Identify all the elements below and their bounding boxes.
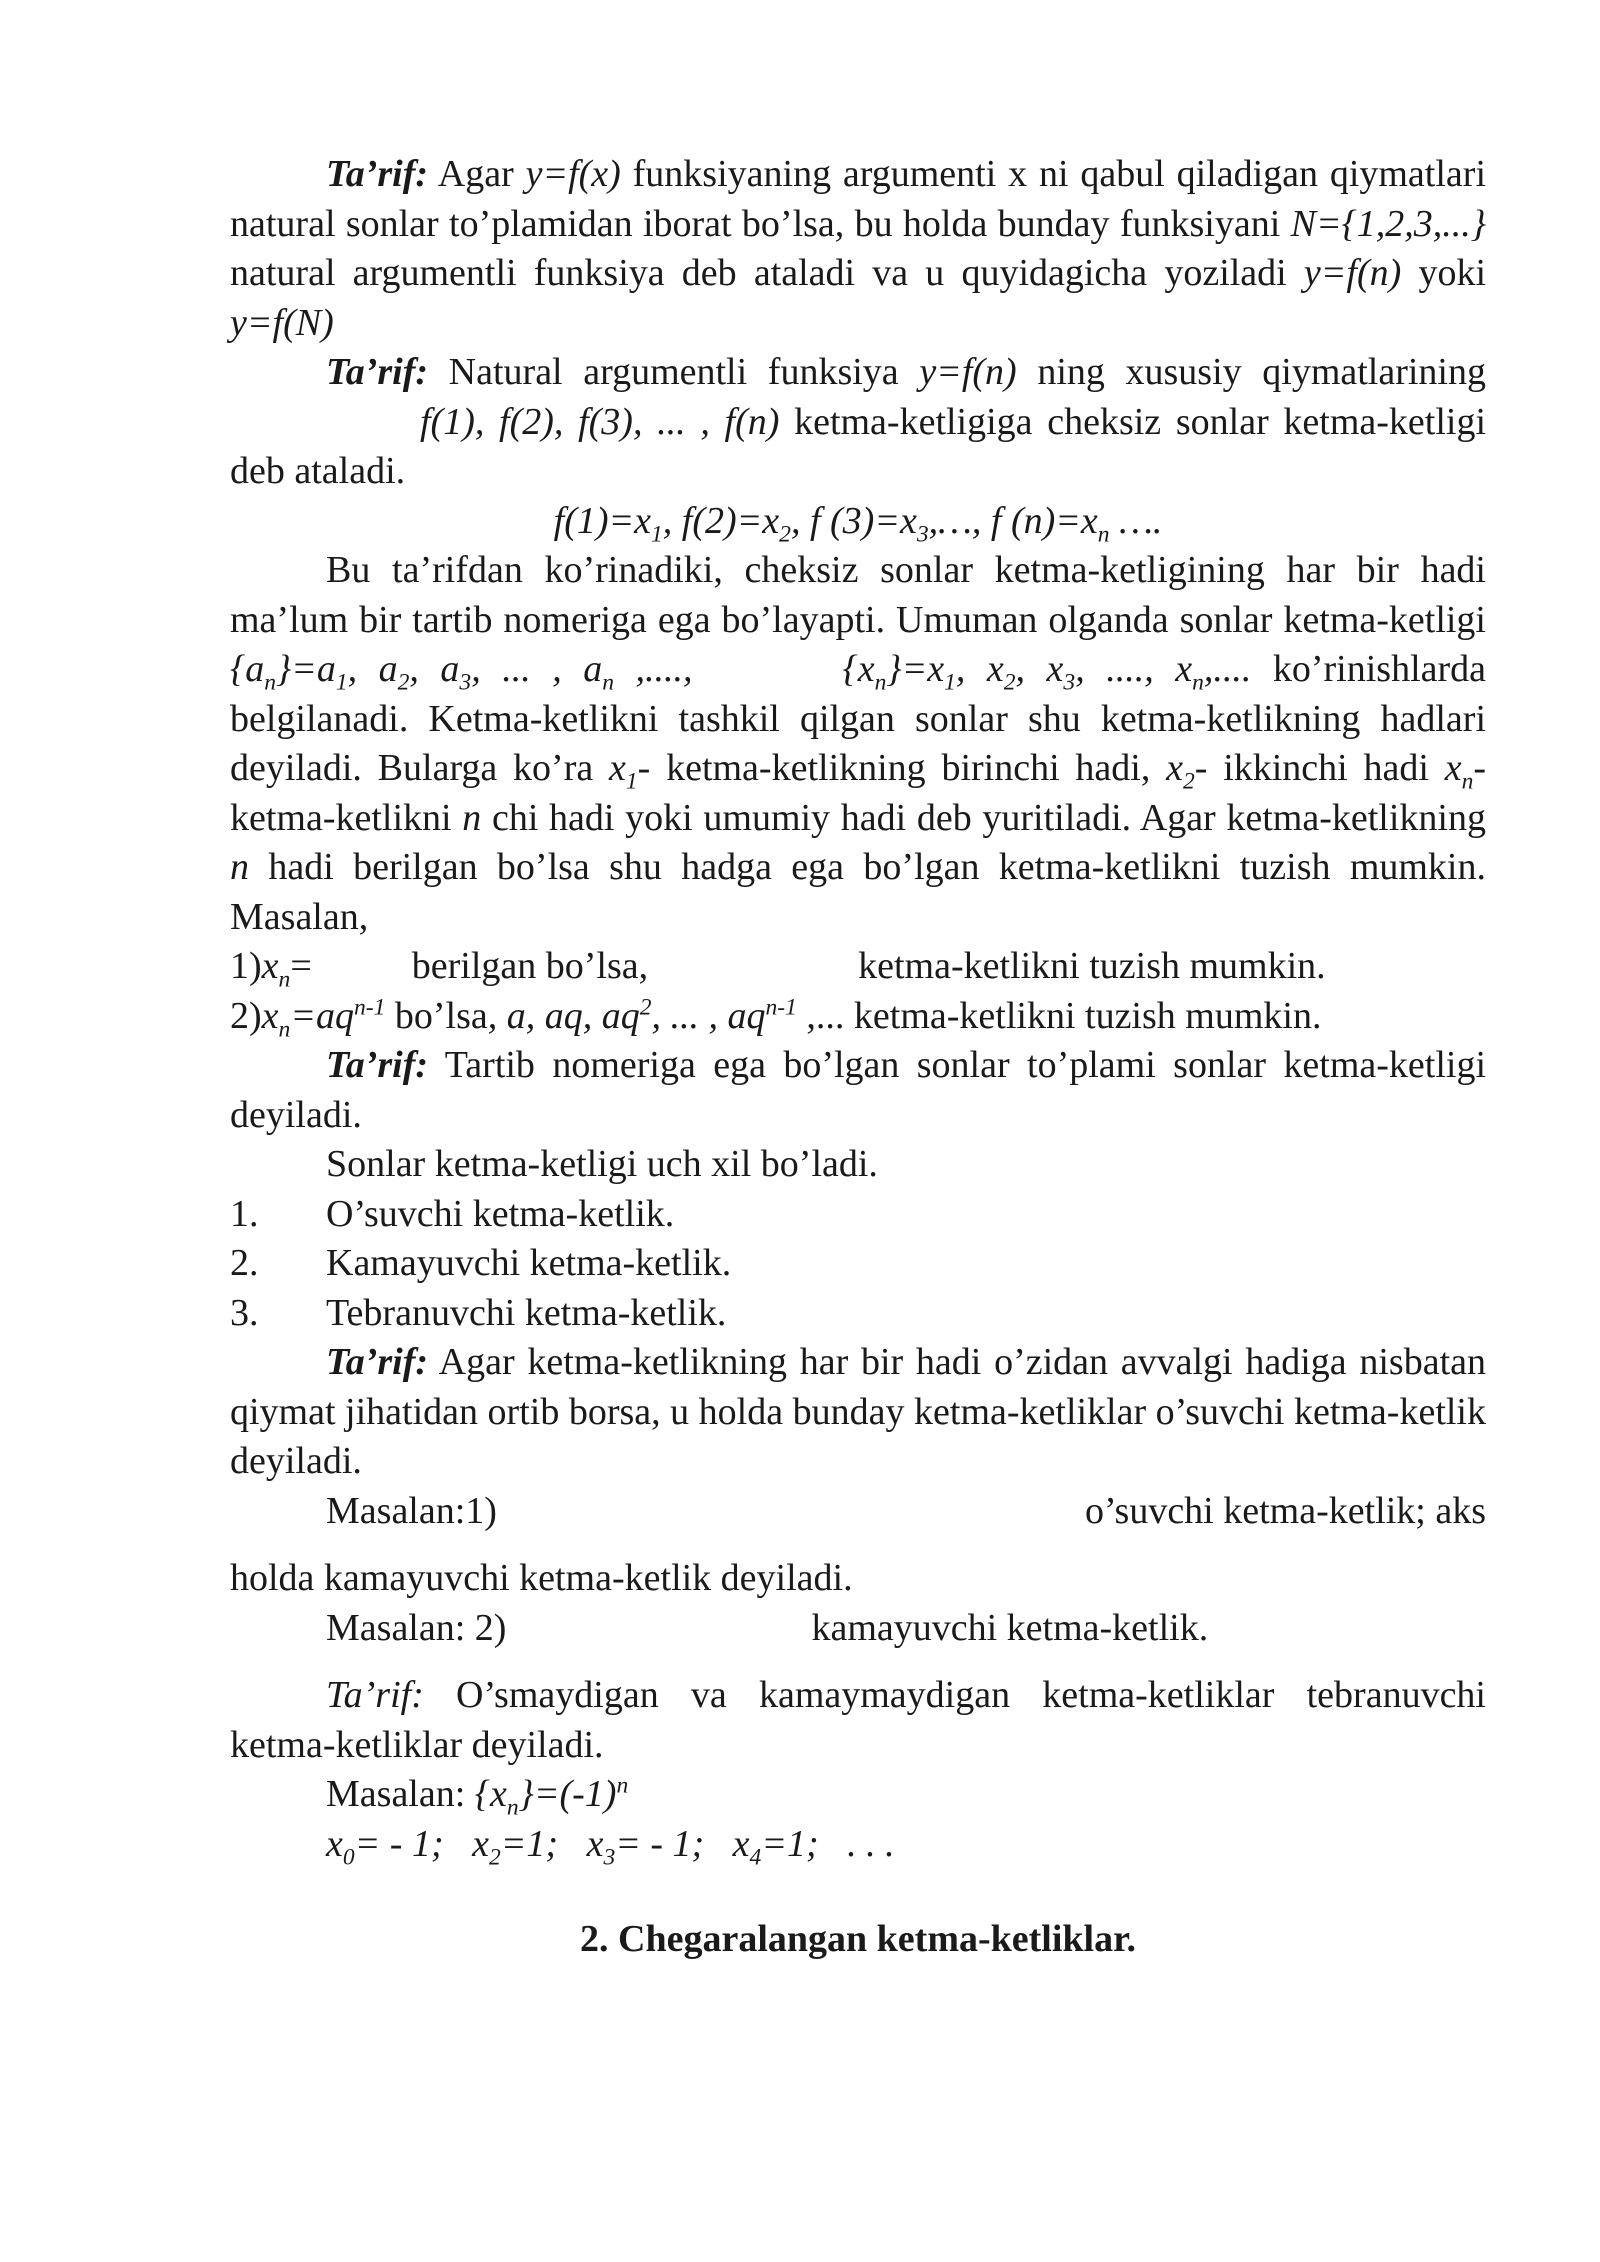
definition-paragraph-3: Ta’rif: Tartib nomeriga ega bo’lgan sonlar to’plami sonlar ketma-ketligi deyiladi.	[230, 1044, 1486, 1136]
text: yoki	[1401, 252, 1487, 294]
document-page	[230, 150, 1486, 2003]
list-item: 1. O’suvchi ketma-ketlik.	[230, 1192, 675, 1235]
explanation-paragraph: Bu ta’rifdan ko’rinadiki, cheksiz sonlar ketma-ketligining har bir hadi ma’lum bir tartib nomeriga ega bo’layapti. Umuman olganda sonlar ketma-ketligi $\{a_n\}=a_1$, $a_2$, $a_3$, ... , $a_n$ ,...., $\{x_n\}=x_1$, $x_2$, $x_3$, ...., $x_n$,.... ko’rinishlarda belgilanadi. Ketma-ketlikni tashkil qilgan sonlar shu ketma-ketlikning hadlari deyiladi. Bularga ko’ra $x_1-$ ketma-ketlikning birinchi hadi, $x_2-$ ikkinchi hadi $x_n-$ ketma-ketlikni n chi hadi yoki umumiy hadi deb yuritiladi. Agar ketma-ketlikning n hadi berilgan bo’lsa shu hadga ega bo’lgan ketma-ketlikni tuzish mumkin. Masalan,	[230, 549, 1487, 938]
tarif-label: Ta’rif:	[326, 153, 429, 195]
tarif-label: Ta’rif:	[326, 1044, 429, 1086]
text: Natural argumentli funksiya	[428, 351, 920, 393]
example-increasing-cont: holda kamayuvchi ketma-ketlik deyiladi.	[230, 1557, 853, 1599]
formula: f(1), f(2), f(3), ... , f(n)	[420, 400, 780, 443]
formula: y=f(n)	[1303, 252, 1402, 294]
definition-paragraph-5: Ta’rif: O’smaydigan va kamaymaydigan ketma-ketliklar tebranuvchi ketma-ketliklar deyiladi.	[230, 1674, 1486, 1766]
list-item: 2. Kamayuvchi ketma-ketlik.	[230, 1242, 732, 1284]
list-item: 3. Tebranuvchi ketma-ketlik.	[230, 1291, 727, 1334]
text: funksiyaning argumenti x ni qabul qiladigan qiymatlari natural sonlar to’plamidan iborat bo’lsa, bu holda bunday funksiyani	[230, 153, 1486, 245]
example-1: 1) $x_n$ = berilgan bo’lsa, ketma-ketlikni tuzish mumkin.	[230, 945, 1326, 993]
example-decreasing: Masalan: 2) kamayuvchi ketma-ketlik.	[326, 1606, 1209, 1649]
definition-paragraph-1	[230, 150, 1486, 348]
formula: y=f(n)	[919, 351, 1017, 393]
text: natural argumentli funksiya deb ataladi va u quyidagicha yoziladi	[230, 252, 1304, 294]
definition-paragraph-4: Ta’rif: Agar ketma-ketlikning har bir hadi o’zidan avvalgi hadiga nisbatan qiymat jihatidan ortib borsa, u holda bunday ketma-ketliklar o’suvchi ketma-ketlik deyiladi.	[230, 1341, 1486, 1482]
section-heading: 2. Chegaralangan ketma-ketliklar.	[580, 1918, 1136, 1960]
tarif-label: Ta’rif:	[326, 1341, 429, 1383]
text: Agar	[428, 153, 526, 195]
example-oscillating-values: $x_0= - 1$; $x_2=1$; $x_3= - 1$; $x_4=1$; . . .	[326, 1822, 895, 1871]
formula: y=f(x)	[525, 153, 621, 195]
definition-paragraph-2	[230, 348, 1486, 497]
types-intro: Sonlar ketma-ketligi uch xil bo’ladi.	[326, 1143, 878, 1185]
tarif-label: Ta’rif:	[326, 351, 429, 393]
formula: N={1,2,3,...}	[1290, 202, 1486, 245]
formula: y=f(N)	[230, 301, 334, 344]
text: ning xususiy qiymatlarining	[1016, 351, 1486, 393]
example-2: 2) $x_n=aq^{n-1}$ bo’lsa , a, aq, $aq^2$, ... , $aq^{n-1}$ ,... ketma-ketlikni tuzish mumkin.	[230, 993, 1322, 1043]
example-oscillating: Masalan: $\{x_n\}=(-1)^n$	[326, 1772, 629, 1821]
example-increasing: Masalan:1) o’suvchi ketma-ketlik; aks	[326, 1489, 1486, 1532]
text: ketma-ketligiga cheksiz sonlar ketma-ketligi deb ataladi.	[230, 400, 1487, 492]
formula-line: $f(1)=x_1$, $f(2)=x_2$, f $(3)=x_3,\dots$, f $(n)=x_n$ ….	[553, 499, 1163, 548]
